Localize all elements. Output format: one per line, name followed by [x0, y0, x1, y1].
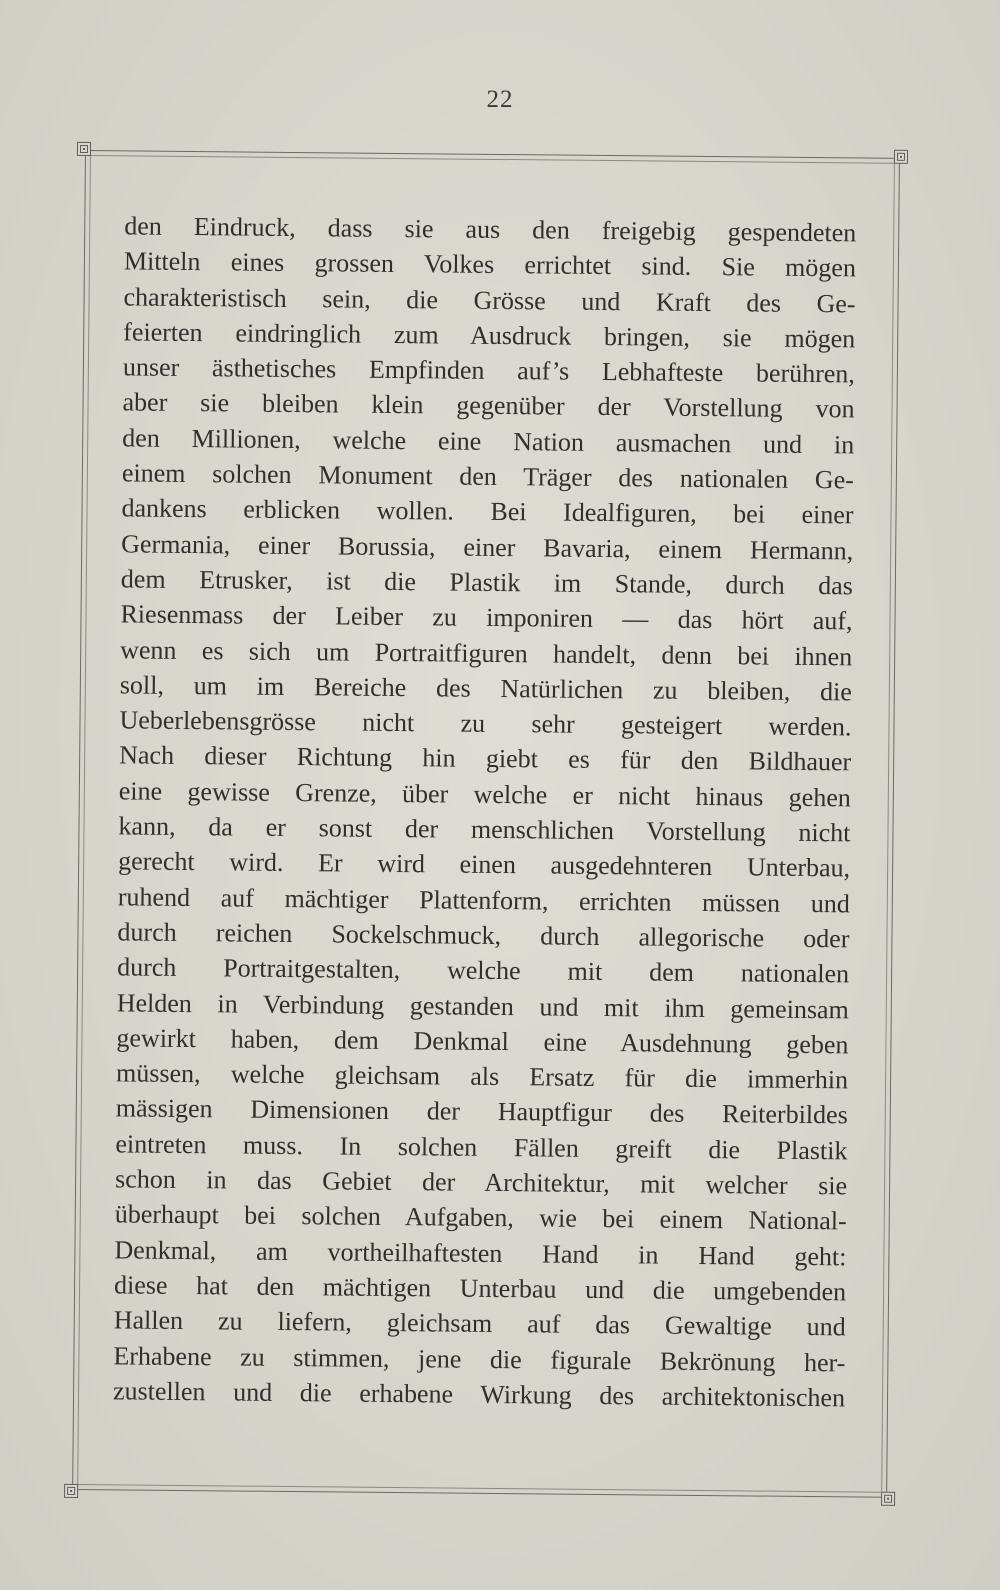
text-line: diese hat den mächtigen Unterbau und die umgebenden — [113, 1270, 847, 1307]
text-line: Riesenmass der Leiber zu imponiren — das hört auf, — [120, 599, 853, 636]
text-line: durch Portraitgestalten, welche mit dem nationalen — [117, 952, 850, 989]
text-line: schon in das Gebiet der Architektur, mit welcher sie — [114, 1164, 848, 1201]
text-line: Nach dieser Richtung hin giebt es für den Bildhauer — [119, 740, 852, 777]
text-line: zustellen und die erhabene Wirkung des architektonischen — [112, 1376, 846, 1413]
text-line: kann, da er sonst der menschlichen Vorstellung nicht — [118, 811, 851, 848]
page-number: 22 — [486, 86, 514, 113]
text-line: gewirkt haben, dem Denkmal eine Ausdehnung geben — [116, 1023, 849, 1060]
text-line: Germania, einer Borussia, einer Bavaria, einem Hermann, — [121, 529, 854, 566]
corner-ornament-icon — [64, 1484, 78, 1498]
text-line: durch reichen Sockelschmuck, durch allegorische oder — [117, 917, 850, 954]
text-line: feierten eindringlich zum Ausdruck bringen, sie mögen — [123, 317, 856, 354]
text-line: dankens erblicken wollen. Bei Idealfiguren, bei einer — [121, 493, 854, 530]
text-line: gerecht wird. Er wird einen ausgedehnteren Unterbau, — [118, 846, 851, 883]
text-line: einem solchen Monument den Träger des nationalen Ge- — [121, 458, 855, 495]
text-line: Denkmal, am vortheilhaftesten Hand in Hand geht: — [114, 1234, 847, 1271]
text-line: soll, um im Bereiche des Natürlichen zu bleiben, die — [119, 670, 852, 707]
body-text — [113, 208, 856, 1415]
text-line: unser ästhetisches Empfinden auf’s Lebhafteste berühren, — [122, 352, 856, 389]
corner-ornament-icon — [881, 1492, 895, 1506]
page-border-frame — [72, 150, 900, 1498]
text-line: Erhabene zu stimmen, jene die figurale Bekrönung her- — [113, 1340, 846, 1377]
text-line: dem Etrusker, ist die Plastik im Stande, durch das — [120, 564, 853, 601]
text-line: den Millionen, welche eine Nation ausmachen und in — [122, 423, 855, 460]
corner-ornament-icon — [77, 142, 91, 156]
text-line: charakteristisch sein, die Grösse und Kraft des Ge- — [123, 281, 856, 318]
text-line: Hallen zu liefern, gleichsam auf das Gewaltige und — [113, 1305, 846, 1342]
text-line: Helden in Verbindung gestanden und mit ihm gemeinsam — [116, 987, 849, 1024]
text-line: müssen, welche gleichsam als Ersatz für die immerhin — [116, 1058, 849, 1095]
corner-ornament-icon — [894, 150, 908, 164]
text-line: ruhend auf mächtiger Plattenform, errichten müssen und — [117, 881, 850, 919]
text-line: wenn es sich um Portraitfiguren handelt, denn bei ihnen — [120, 634, 853, 671]
text-line: Ueberlebensgrösse nicht zu sehr gesteigert werden. — [119, 705, 852, 742]
text-line: Mitteln eines grossen Volkes errichtet sind. Sie mögen — [123, 246, 857, 283]
text-line: überhaupt bei solchen Aufgaben, wie bei einem National- — [114, 1199, 847, 1236]
text-line: aber sie bleiben klein gegenüber der Vorstellung von — [122, 387, 855, 424]
text-line: eintreten muss. In solchen Fällen greift die Plastik — [115, 1129, 848, 1166]
text-line: den Eindruck, dass sie aus den freigebig gespendeten — [124, 211, 857, 248]
text-line: mässigen Dimensionen der Hauptfigur des Reiterbildes — [115, 1093, 848, 1130]
text-line: eine gewisse Grenze, über welche er nicht hinaus gehen — [118, 776, 851, 813]
